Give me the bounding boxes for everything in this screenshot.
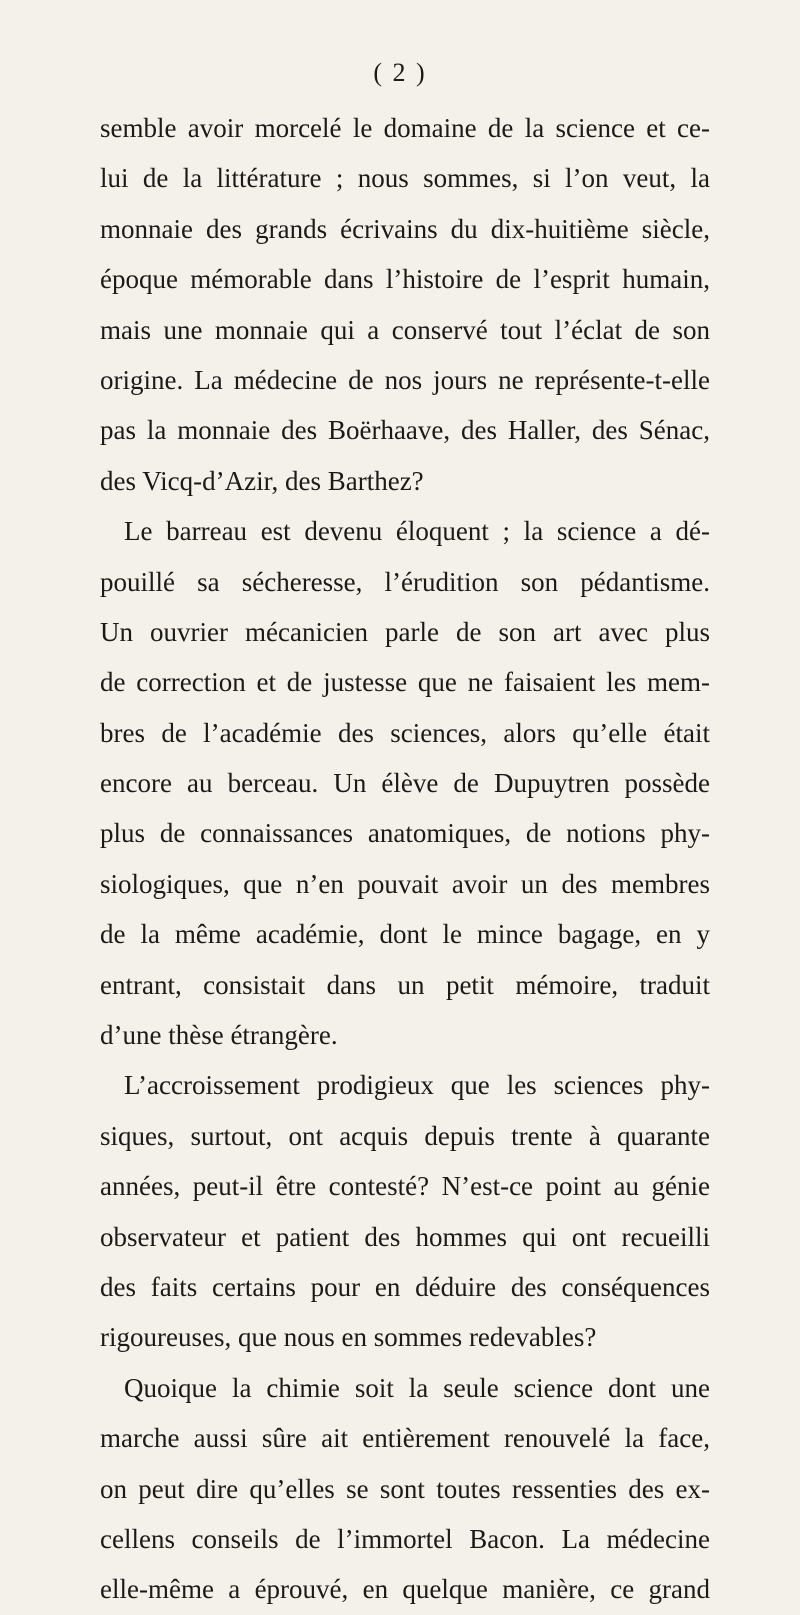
text-line: époque mémorable dans l’histoire de l’esprit humain, [100, 264, 710, 295]
body-text [100, 103, 710, 1615]
text-line: de correction et de justesse que ne faisaient les mem- [100, 667, 710, 698]
text-line: des Vicq-d’Azir, des Barthez? [100, 465, 424, 496]
text-line: origine. La médecine de nos jours ne représente-t-elle [100, 364, 710, 395]
text-line: lui de la littérature ; nous sommes, si l’on veut, la [100, 163, 710, 194]
text-line: de la même académie, dont le mince bagage, en y [100, 919, 710, 950]
text-line: siologiques, que n’en pouvait avoir un des membres [100, 868, 710, 899]
page-number: ( 2 ) [373, 58, 427, 87]
text-line: cellens conseils de l’immortel Bacon. La médecine [100, 1523, 710, 1554]
text-line: Quoique la chimie soit la seule science dont une [124, 1372, 710, 1403]
text-line: des faits certains pour en déduire des conséquences [100, 1271, 710, 1302]
text-line: pas la monnaie des Boërhaave, des Haller, des Sénac, [100, 415, 710, 446]
text-line: observateur et patient des hommes qui ont recueilli [100, 1221, 710, 1252]
text-line: L’accroissement prodigieux que les sciences phy- [124, 1070, 710, 1101]
text-line: années, peut-il être contesté? N’est-ce point au génie [100, 1171, 710, 1202]
text-line: plus de connaissances anatomiques, de notions phy- [100, 818, 710, 849]
text-line: siques, surtout, ont acquis depuis trente à quarante [100, 1120, 710, 1151]
text-line: rigoureuses, que nous en sommes redevables? [100, 1322, 597, 1353]
text-line: elle-même a éprouvé, en quelque manière, ce grand [100, 1574, 710, 1605]
text-line: encore au berceau. Un élève de Dupuytren possède [100, 768, 710, 799]
text-line: pouillé sa sécheresse, l’érudition son pédantisme. [100, 566, 710, 597]
text-line: mais une monnaie qui a conservé tout l’éclat de son [100, 314, 710, 345]
text-line: d’une thèse étrangère. [100, 1020, 338, 1051]
text-line: Un ouvrier mécanicien parle de son art avec plus [100, 616, 710, 647]
text-line: entrant, consistait dans un petit mémoire, traduit [100, 969, 710, 1000]
text-line: semble avoir morcelé le domaine de la science et ce- [100, 113, 710, 143]
text-line: bres de l’académie des sciences, alors qu’elle était [100, 717, 710, 748]
text-line: on peut dire qu’elles se sont toutes ressenties des ex- [100, 1473, 710, 1504]
text-line: monnaie des grands écrivains du dix-huitième siècle, [100, 213, 710, 244]
text-line: marche aussi sûre ait entièrement renouvelé la face, [100, 1423, 710, 1454]
text-line: Le barreau est devenu éloquent ; la science a dé- [124, 516, 710, 547]
